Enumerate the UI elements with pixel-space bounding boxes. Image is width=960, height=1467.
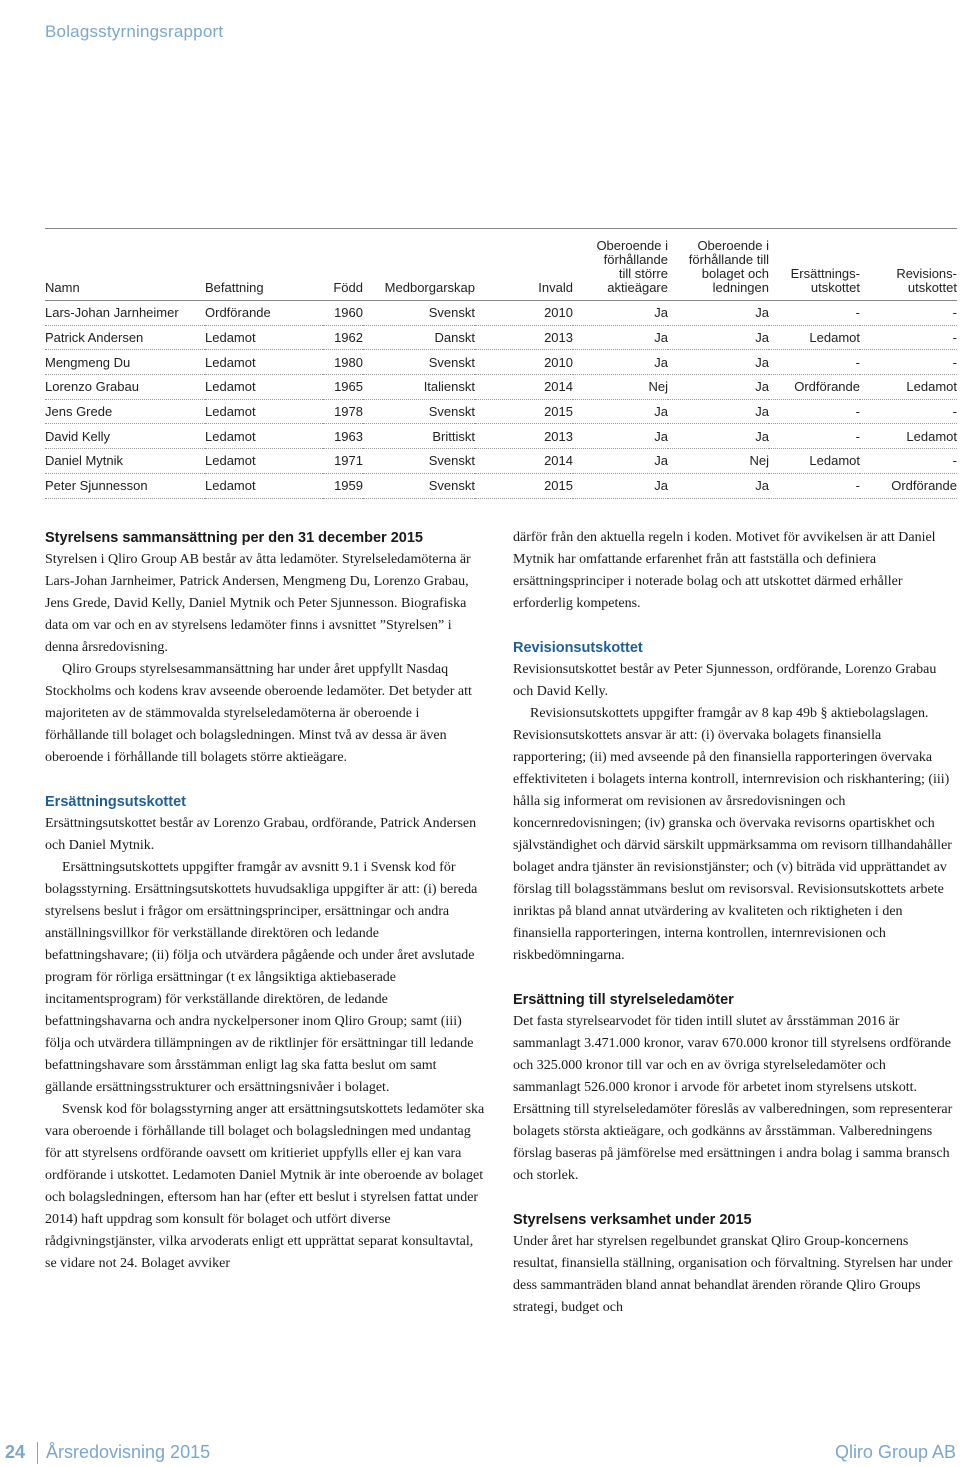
cell-medborgarskap: Svenskt	[363, 399, 475, 424]
paragraph: Under året har styrelsen regelbundet granskat Qliro Group-koncernens resultat, finansiella ställning, organisation och förvaltning. Styrelsen har under dess sammanträden bland annat behandlat ärenden rörande Qliro Groups strategi, budget och	[513, 1234, 953, 1315]
table-row	[45, 399, 957, 424]
cell-ersattningsutskottet: Ledamot	[769, 325, 860, 350]
cell-ersattningsutskottet: -	[769, 473, 860, 498]
cell-namn: Jens Grede	[45, 399, 205, 424]
cell-fodd: 1960	[323, 301, 363, 326]
cell-befattning: Ledamot	[205, 449, 323, 474]
cell-fodd: 1978	[323, 399, 363, 424]
cell-invald: 2013	[475, 424, 573, 449]
cell-revisionsutskottet: -	[860, 325, 957, 350]
cell-namn: Lorenzo Grabau	[45, 375, 205, 400]
section-heading-styrelsens-sammansattning: Styrelsens sammansättning per den 31 december 2015	[45, 530, 423, 546]
cell-namn: Daniel Mytnik	[45, 449, 205, 474]
cell-oberoende-aktieagare: Ja	[573, 473, 668, 498]
cell-invald: 2015	[475, 473, 573, 498]
cell-namn: Peter Sjunnesson	[45, 473, 205, 498]
table-row	[45, 473, 957, 498]
table-row	[45, 375, 957, 400]
cell-befattning: Ledamot	[205, 325, 323, 350]
table-row	[45, 449, 957, 474]
cell-ersattningsutskottet: -	[769, 350, 860, 375]
paragraph: Qliro Groups styrelsesammansättning har under året uppfyllt Nasdaq Stockholms och kodens krav avseende oberoende ledamöter. Det betyder att majoriteten av de stämmovalda styrelseledamöterna är oberoende i förhållande till bolaget och bolagsledningen. Minst två av dessa är även oberoende i förhållande till bolagets större aktieägare.	[45, 662, 472, 765]
section-heading-ersattning-styrelseledamoter: Ersättning till styrelseledamöter	[513, 992, 734, 1008]
cell-oberoende-aktieagare: Nej	[573, 375, 668, 400]
cell-fodd: 1980	[323, 350, 363, 375]
cell-fodd: 1971	[323, 449, 363, 474]
cell-befattning: Ledamot	[205, 473, 323, 498]
right-text-column	[513, 527, 953, 1319]
cell-fodd: 1963	[323, 424, 363, 449]
paragraph: Ersättningsutskottet består av Lorenzo Grabau, ordförande, Patrick Andersen och Daniel Mytnik.	[45, 816, 477, 853]
cell-oberoende-bolaget: Ja	[668, 424, 769, 449]
paragraph: Revisionsutskottets uppgifter framgår av 8 kap 49b § aktiebolagslagen. Revisionsutskottets ansvar är att: (i) övervaka bolagets finansiella rapportering; (ii) med avseende på den finansiella rapporteringen övervaka effektiviteten i bolagets interna kontroll, internrevision och riskhantering; (iii) hålla sig informerat om revisionen av årsredovisningen och koncernredovisningen; (iv) granska och övervaka revisorns opartiskhet och självständighet och därvid särskilt uppmärksamma om revisorn tillhandahåller bolaget andra tjänster än revisionstjänster; och (v) biträda vid upprättandet av förslag till bolagsstämmans beslut om revisorsval. Revisionsutskottets arbete inriktas på bland annat utvärdering av kvaliteten och riktigheten i den finansiella rapporteringen, interna kontrollen, internrevisionen och riskbedömningarna.	[513, 706, 952, 963]
board-members-table	[45, 228, 957, 499]
cell-namn: Patrick Andersen	[45, 325, 205, 350]
cell-befattning: Ordförande	[205, 301, 323, 326]
col-header-befattning: Befattning	[205, 229, 323, 301]
cell-invald: 2013	[475, 325, 573, 350]
page-header-title: Bolagsstyrningsrapport	[45, 22, 224, 41]
paragraph: Det fasta styrelsearvodet för tiden intill slutet av årsstämman 2016 är sammanlagt 3.471.000 kronor, varav 670.000 kronor till styrelsens ordförande och 325.000 kronor till var och en av övriga styrelseledamöter och sammanlagt 526.000 kronor i arvode för arbetet inom styrelsens utskott. Ersättning till styrelseledamöter föreslås av valberedningen, som representerar bolagets största aktieägare, och godkänns av årsstämman. Valberedningens förslag baseras på jämförelse med ersättningen i andra bolag i samma bransch och storlek.	[513, 1014, 953, 1183]
section-heading-revisionsutskottet: Revisionsutskottet	[513, 640, 643, 656]
cell-invald: 2015	[475, 399, 573, 424]
cell-fodd: 1962	[323, 325, 363, 350]
cell-medborgarskap: Danskt	[363, 325, 475, 350]
table-header-row	[45, 229, 957, 301]
cell-revisionsutskottet: Ledamot	[860, 424, 957, 449]
left-text-column	[45, 527, 485, 1275]
cell-oberoende-bolaget: Ja	[668, 399, 769, 424]
cell-medborgarskap: Brittiskt	[363, 424, 475, 449]
cell-revisionsutskottet: Ordförande	[860, 473, 957, 498]
cell-ersattningsutskottet: -	[769, 399, 860, 424]
section-heading-styrelsens-verksamhet: Styrelsens verksamhet under 2015	[513, 1212, 752, 1228]
col-header-namn: Namn	[45, 229, 205, 301]
col-header-oberoende-bolaget: Oberoende i förhållande till bolaget och ledningen	[668, 229, 769, 301]
table-row	[45, 325, 957, 350]
table-row	[45, 350, 957, 375]
cell-fodd: 1965	[323, 375, 363, 400]
cell-oberoende-aktieagare: Ja	[573, 350, 668, 375]
cell-revisionsutskottet: Ledamot	[860, 375, 957, 400]
col-header-revisionsutskottet: Revisions- utskottet	[860, 229, 957, 301]
cell-befattning: Ledamot	[205, 424, 323, 449]
cell-oberoende-aktieagare: Ja	[573, 301, 668, 326]
col-header-invald: Invald	[475, 229, 573, 301]
footer-divider	[37, 1442, 38, 1464]
cell-invald: 2010	[475, 301, 573, 326]
cell-invald: 2010	[475, 350, 573, 375]
cell-oberoende-bolaget: Ja	[668, 473, 769, 498]
cell-medborgarskap: Svenskt	[363, 473, 475, 498]
col-header-fodd: Född	[323, 229, 363, 301]
page-footer	[0, 1442, 960, 1467]
cell-namn: Lars-Johan Jarnheimer	[45, 301, 205, 326]
cell-medborgarskap: Svenskt	[363, 301, 475, 326]
cell-befattning: Ledamot	[205, 399, 323, 424]
col-header-oberoende-aktieagare: Oberoende i förhållande till större aktieägare	[573, 229, 668, 301]
cell-oberoende-aktieagare: Ja	[573, 424, 668, 449]
cell-revisionsutskottet: -	[860, 350, 957, 375]
cell-namn: David Kelly	[45, 424, 205, 449]
cell-befattning: Ledamot	[205, 350, 323, 375]
cell-medborgarskap: Svenskt	[363, 449, 475, 474]
cell-ersattningsutskottet: Ledamot	[769, 449, 860, 474]
paragraph: Styrelsen i Qliro Group AB består av åtta ledamöter. Styrelseledamöterna är Lars-Johan Jarnheimer, Patrick Andersen, Mengmeng Du, Lorenzo Grabau, Jens Grede, David Kelly, Daniel Mytnik och Peter Sjunnesson. Biografiska data om var och en av styrelsens ledamöter finns i avsnittet ”Styrelsen” i denna årsredovisning.	[45, 552, 471, 655]
cell-oberoende-aktieagare: Ja	[573, 449, 668, 474]
cell-ersattningsutskottet: -	[769, 424, 860, 449]
cell-revisionsutskottet: -	[860, 399, 957, 424]
cell-befattning: Ledamot	[205, 375, 323, 400]
paragraph: Ersättningsutskottets uppgifter framgår av avsnitt 9.1 i Svensk kod för bolagsstyrning. Ersättningsutskottets huvudsakliga uppgifter är att: (i) bereda styrelsens beslut i frågor om ersättningsprinciper, ersättningar och andra anställningsvillkor för verkställande direktören och ledande befattningshavare; (ii) följa och utvärdera pågående och under året avslutade program för rörliga ersättningar (t ex långsiktiga aktiebaserade incitamentsprogram) för verkställande direktören, de ledande befattningshavarna och andra nyckelpersoner inom Qliro Group; samt (iii) följa och utvärdera tillämpningen av de riktlinjer för ersättningar till ledande befattningshavare som årsstämman enligt lag ska fatta beslut om samt gällande ersättningsstrukturer och ersättningsnivåer i bolaget.	[45, 860, 478, 1095]
publication-name: Årsredovisning 2015	[46, 1442, 211, 1462]
cell-namn: Mengmeng Du	[45, 350, 205, 375]
cell-oberoende-bolaget: Ja	[668, 350, 769, 375]
cell-fodd: 1959	[323, 473, 363, 498]
page-number: 24	[5, 1442, 26, 1462]
cell-oberoende-bolaget: Ja	[668, 301, 769, 326]
col-header-ersattningsutskottet: Ersättnings- utskottet	[769, 229, 860, 301]
table-row	[45, 301, 957, 326]
cell-ersattningsutskottet: -	[769, 301, 860, 326]
paragraph: Revisionsutskottet består av Peter Sjunnesson, ordförande, Lorenzo Grabau och David Kelly.	[513, 662, 937, 699]
cell-revisionsutskottet: -	[860, 301, 957, 326]
company-name: Qliro Group AB	[834, 1442, 956, 1462]
cell-ersattningsutskottet: Ordförande	[769, 375, 860, 400]
col-header-medborgarskap: Medborgarskap	[363, 229, 475, 301]
cell-oberoende-bolaget: Nej	[668, 449, 769, 474]
cell-invald: 2014	[475, 375, 573, 400]
cell-invald: 2014	[475, 449, 573, 474]
cell-medborgarskap: Italienskt	[363, 375, 475, 400]
cell-oberoende-aktieagare: Ja	[573, 325, 668, 350]
cell-oberoende-bolaget: Ja	[668, 325, 769, 350]
table-row	[45, 424, 957, 449]
section-heading-ersattningsutskottet: Ersättningsutskottet	[45, 794, 186, 810]
cell-oberoende-bolaget: Ja	[668, 375, 769, 400]
cell-revisionsutskottet: -	[860, 449, 957, 474]
paragraph: Svensk kod för bolagsstyrning anger att ersättningsutskottets ledamöter ska vara oberoende i förhållande till bolaget och bolagsledningen med undantag för att styrelsens ordförande oavsett om kritieriet uppfylls eller ej kan vara ordförande i utskottet. Ledamoten Daniel Mytnik är inte oberoende av bolaget och bolagsledningen, eftersom han har (efter ett beslut i styrelsen fattat under 2014) haft uppdrag som konsult för bolaget och utfört diverse rådgivningstjänster, vilka arvoderats enligt ett upprättat separat konsultavtal, se vidare not 24. Bolaget avviker	[45, 1102, 485, 1271]
cell-oberoende-aktieagare: Ja	[573, 399, 668, 424]
paragraph: därför från den aktuella regeln i koden. Motivet för avvikelsen är att Daniel Mytnik har omfattande erfarenhet från att fastställa och definiera ersättningsprinciper i noterade bolag och att utskottet därmed erhåller erforderlig kompetens.	[513, 530, 936, 611]
cell-medborgarskap: Svenskt	[363, 350, 475, 375]
